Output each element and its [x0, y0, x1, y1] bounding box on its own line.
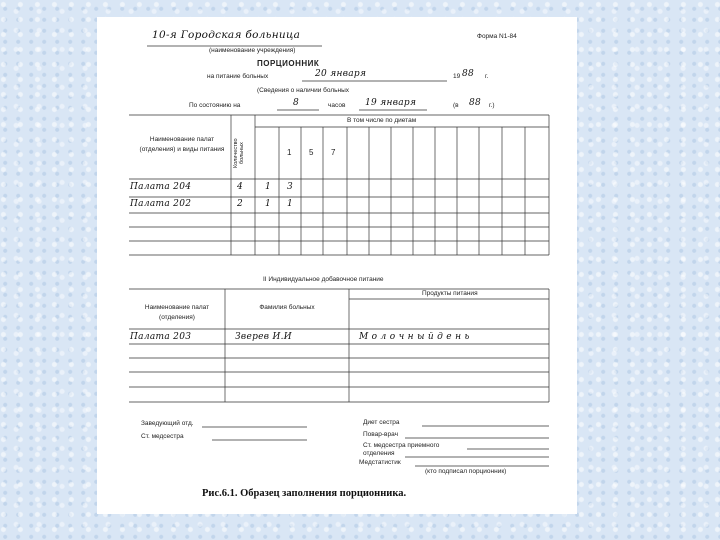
- status-year-prefix: (в: [453, 102, 459, 109]
- signature-note: (кто подписал порционник): [425, 468, 507, 475]
- row1-diet1: 1: [265, 182, 272, 192]
- food-for-patients-label: на питание больных: [207, 73, 269, 80]
- form-number: Форма N1-84: [477, 33, 517, 40]
- row1-ward: Палата 204: [130, 182, 192, 192]
- status-date: 19 января: [365, 98, 417, 108]
- food-year: 88: [462, 69, 475, 79]
- diet-header-7: 7: [331, 148, 336, 157]
- row2-diet5: 1: [287, 199, 294, 209]
- figure-caption: Рис.6.1. Образец заполнения порционника.: [202, 488, 407, 499]
- medstat-label: Медстатистик: [359, 459, 401, 466]
- col-count-header: Количество больных: [233, 138, 246, 168]
- food-date: 20 января: [315, 69, 367, 79]
- t2-col-name-header: Фамилия больных: [259, 304, 315, 311]
- head-of-dept-label: Заведующий отд.: [141, 420, 194, 427]
- t2-row-ward: Палата 203: [130, 332, 192, 342]
- section2-title: II Индивидуальное добавочное питание: [263, 276, 384, 283]
- reception-nurse-label: Ст. медсестра приемного: [363, 442, 440, 449]
- food-year-suffix: г.: [485, 73, 489, 80]
- row1-count: 4: [237, 182, 244, 192]
- diet-header-5: 5: [309, 148, 314, 157]
- status-hour: 8: [293, 98, 300, 108]
- reception-dept-label: отделения: [363, 450, 395, 457]
- hospital-name: 10-я Городская больница: [152, 29, 301, 41]
- t2-row-name: Зверев И.И: [235, 332, 292, 342]
- row1-diet5: 3: [287, 182, 294, 192]
- cook-label: Повар-врач: [363, 431, 398, 438]
- head-nurse-label: Ст. медсестра: [141, 433, 184, 440]
- t2-col-ward-header: Наименование палат (отделения): [144, 304, 210, 321]
- diet-nurse-label: Диет сестра: [363, 419, 400, 426]
- t2-col-products-header: Продукты питания: [422, 290, 478, 297]
- status-on-label: По состоянию на: [189, 102, 241, 109]
- row2-count: 2: [237, 199, 244, 209]
- col-diets-header: В том числе по диетам: [347, 117, 417, 124]
- status-year: 88: [469, 98, 482, 108]
- document-page: [97, 17, 577, 514]
- row2-diet1: 1: [265, 199, 272, 209]
- subtitle: (Сведения о наличии больных: [257, 87, 350, 94]
- diet-header-1: 1: [287, 148, 292, 157]
- col-ward-header: Наименование палат (отделения) и виды питания: [139, 136, 225, 153]
- form-title: ПОРЦИОННИК: [257, 59, 320, 68]
- t2-row-product: М о л о ч н ы й д е н ь: [359, 332, 470, 342]
- status-year-suffix: г.): [489, 102, 495, 109]
- row2-ward: Палата 202: [130, 199, 192, 209]
- hours-label: часов: [328, 102, 346, 109]
- food-year-prefix: 19: [453, 73, 461, 80]
- institution-caption: (наименование учреждения): [209, 47, 296, 54]
